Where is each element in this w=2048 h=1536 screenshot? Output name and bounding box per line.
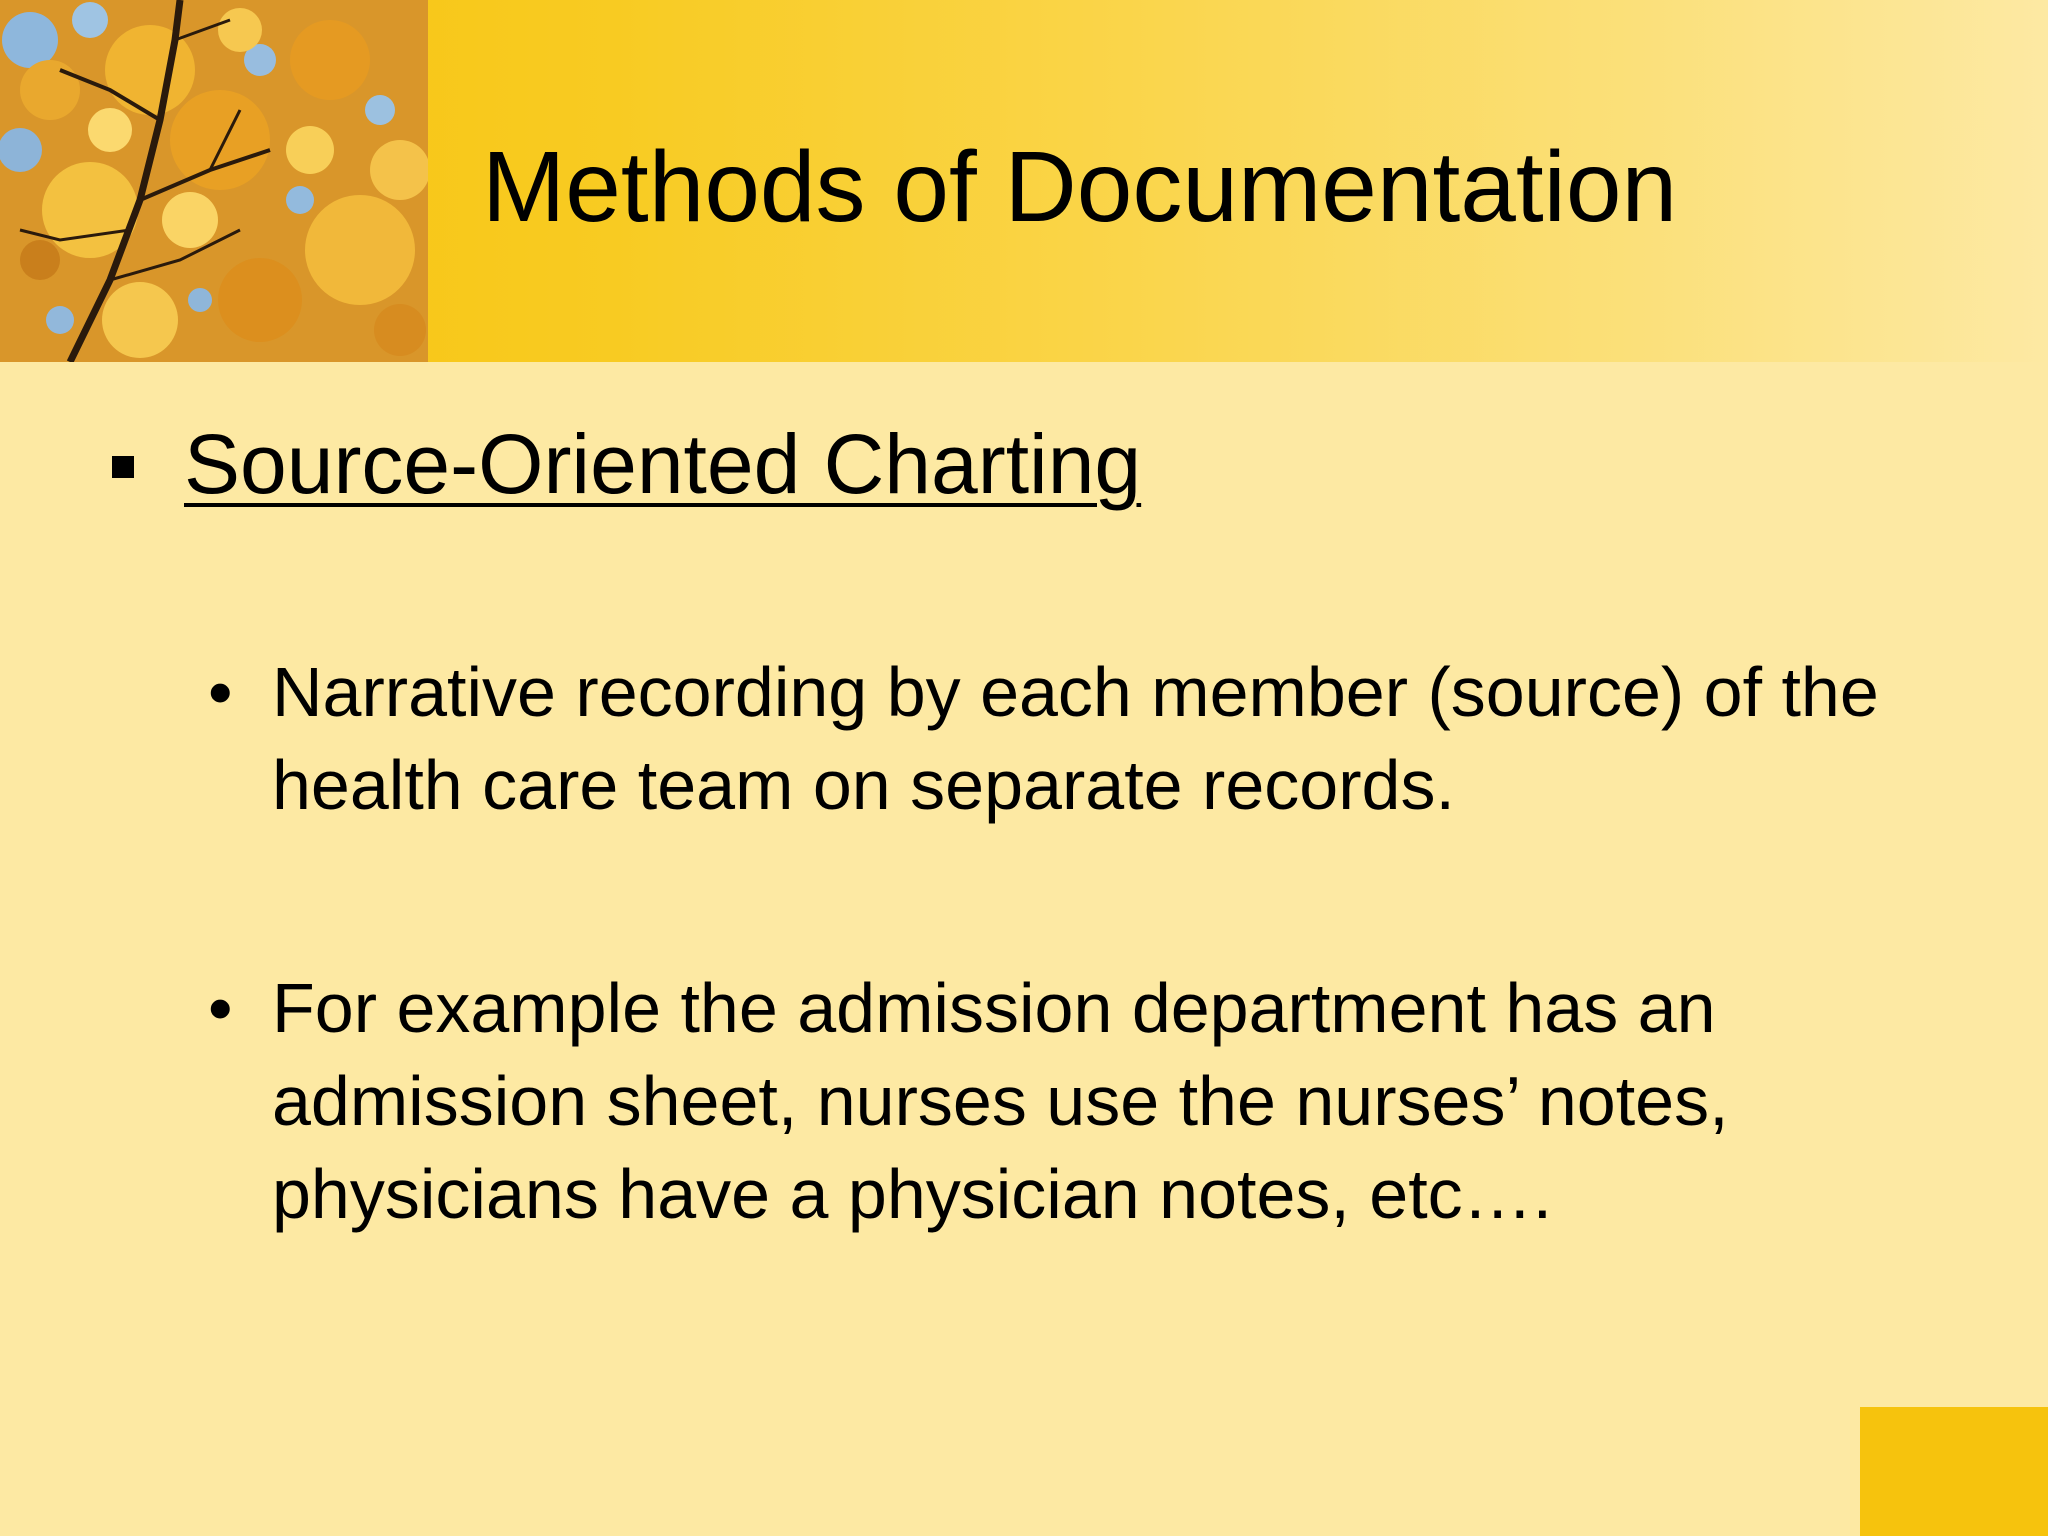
autumn-leaves-photo <box>0 0 428 362</box>
bullet-dot-icon: • <box>208 969 233 1047</box>
bullet-text: For example the admission department has an admission sheet, nurses use the nurses’ notes, physicians have a physician notes, etc…. <box>272 969 1729 1233</box>
section-heading: Source-Oriented Charting <box>184 417 1142 511</box>
main-bullet <box>112 416 1141 513</box>
slide-title: Methods of Documentation <box>482 131 1678 243</box>
corner-accent-block <box>1860 1407 2048 1536</box>
bullet-item <box>208 962 1928 1241</box>
bullet-dot-icon: • <box>208 653 233 731</box>
bullet-item <box>208 646 1928 832</box>
bullet-text: Narrative recording by each member (source) of the health care team on separate records. <box>272 653 1879 824</box>
square-bullet-icon <box>112 456 134 478</box>
